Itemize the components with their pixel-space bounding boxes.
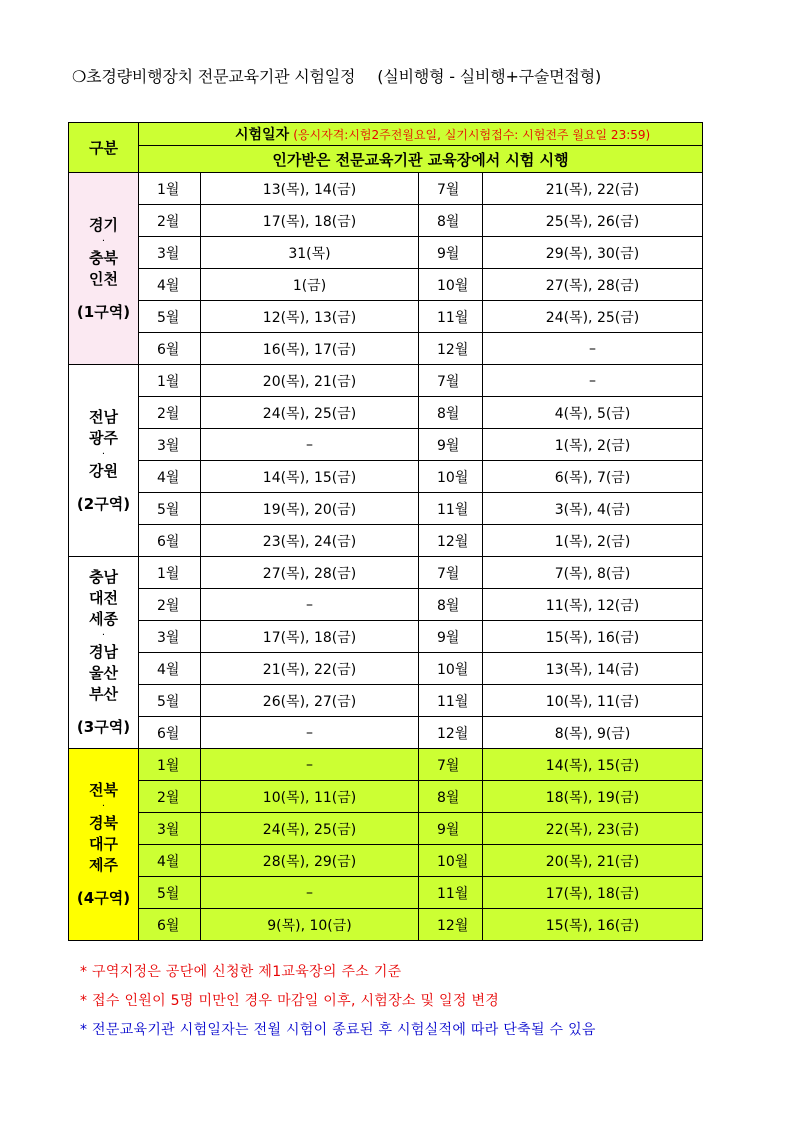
region-line: 충남 [89,568,118,586]
month-cell: 5월 [139,493,201,525]
date-cell: 4(목), 5(금) [483,397,703,429]
region-line: (4구역) [76,889,131,907]
schedule-row [69,429,703,461]
schedule-row [69,173,703,205]
schedule-row [69,653,703,685]
region-line: 대전 [89,589,118,607]
date-cell: 27(목), 28(금) [201,557,419,589]
date-cell: 17(목), 18(금) [201,205,419,237]
date-cell: 8(목), 9(금) [483,717,703,749]
date-cell: 29(목), 30(금) [483,237,703,269]
category-header: 구분 [69,123,139,173]
date-cell: 15(목), 16(금) [483,909,703,941]
date-cell: 15(목), 16(금) [483,621,703,653]
month-cell: 12월 [419,525,483,557]
month-cell: 9월 [419,237,483,269]
schedule-row [69,525,703,557]
month-cell: 3월 [139,237,201,269]
date-cell: 23(목), 24(금) [201,525,419,557]
month-cell: 11월 [419,301,483,333]
date-note: (응시자격:시험2주전월요일, 실기시험접수: 시험전주 월요일 23:59) [293,128,651,142]
month-cell: 4월 [139,461,201,493]
date-cell: 24(목), 25(금) [201,813,419,845]
date-cell: 16(목), 17(금) [201,333,419,365]
region-line: 부산 [89,685,118,703]
region-label-zone-1 [69,173,139,365]
month-cell: 11월 [419,493,483,525]
region-line: · [101,801,106,812]
month-cell: 8월 [419,781,483,813]
date-cell: 22(목), 23(금) [483,813,703,845]
region-line: 울산 [89,664,118,682]
region-line: · [101,630,106,641]
schedule-row [69,461,703,493]
month-cell: 12월 [419,909,483,941]
month-cell: 10월 [419,653,483,685]
date-cell: 6(목), 7(금) [483,461,703,493]
month-cell: 6월 [139,333,201,365]
date-cell: 28(목), 29(금) [201,845,419,877]
date-cell: 24(목), 25(금) [201,397,419,429]
month-cell: 6월 [139,717,201,749]
note-schedule-change: * 접수 인원이 5명 미만인 경우 마감일 이후, 시험장소 및 일정 변경 [80,993,500,1009]
date-label: 시험일자 [235,127,290,143]
date-cell: 13(목), 14(금) [201,173,419,205]
region-line [69,705,138,717]
region-line: 전북 [89,781,118,799]
region-line: 경북 [89,814,118,832]
note-zone-basis: * 구역지정은 공단에 신청한 제1교육장의 주소 기준 [80,964,402,980]
date-cell: 13(목), 14(금) [483,653,703,685]
date-header [139,123,703,146]
month-cell: 11월 [419,877,483,909]
date-cell: 20(목), 21(금) [201,365,419,397]
month-cell: 4월 [139,653,201,685]
date-cell: – [201,877,419,909]
note-date-shortening: * 전문교육기관 시험일자는 전월 시험이 종료된 후 시험실적에 따라 단축될 수 있음 [80,1022,596,1038]
region-line [69,482,138,494]
schedule-row [69,397,703,429]
schedule-row [69,365,703,397]
date-cell: 3(목), 4(금) [483,493,703,525]
schedule-row [69,621,703,653]
date-cell: 7(목), 8(금) [483,557,703,589]
month-cell: 10월 [419,461,483,493]
month-cell: 8월 [419,205,483,237]
region-line: 세종 [89,610,118,628]
month-cell: 10월 [419,269,483,301]
month-cell: 7월 [419,173,483,205]
date-cell: 18(목), 19(금) [483,781,703,813]
month-cell: 6월 [139,525,201,557]
month-cell: 2월 [139,589,201,621]
region-line: 인천 [89,269,118,288]
month-cell: 5월 [139,685,201,717]
month-cell: 8월 [419,589,483,621]
region-line: 충북 [89,248,118,267]
schedule-row [69,589,703,621]
date-cell: – [201,589,419,621]
date-cell: 12(목), 13(금) [201,301,419,333]
date-cell: 14(목), 15(금) [483,749,703,781]
schedule-row [69,749,703,781]
month-cell: 8월 [419,397,483,429]
region-line [69,290,138,302]
month-cell: 9월 [419,621,483,653]
month-cell: 2월 [139,205,201,237]
region-line: 강원 [89,461,118,480]
schedule-row [69,557,703,589]
date-cell: 20(목), 21(금) [483,845,703,877]
date-cell: 19(목), 20(금) [201,493,419,525]
month-cell: 1월 [139,749,201,781]
notes-section [80,958,596,1045]
date-cell: 31(목) [201,237,419,269]
month-cell: 3월 [139,429,201,461]
date-cell: – [201,429,419,461]
schedule-row [69,205,703,237]
date-cell: 10(목), 11(금) [201,781,419,813]
region-line: · [101,448,106,460]
month-cell: 10월 [419,845,483,877]
schedule-row [69,269,703,301]
date-cell: 21(목), 22(금) [201,653,419,685]
schedule-row [69,877,703,909]
month-cell: 7월 [419,749,483,781]
date-cell: 17(목), 18(금) [201,621,419,653]
schedule-row [69,909,703,941]
title-main: ❍초경량비행장치 전문교육기관 시험일정 [72,67,356,86]
month-cell: 1월 [139,557,201,589]
date-cell: 24(목), 25(금) [483,301,703,333]
schedule-row [69,685,703,717]
schedule-table [68,122,703,941]
page-title [72,64,601,87]
date-cell: 25(목), 26(금) [483,205,703,237]
region-label-zone-4 [69,749,139,941]
region-line: (2구역) [76,494,131,513]
schedule-row [69,813,703,845]
month-cell: 7월 [419,557,483,589]
month-cell: 12월 [419,717,483,749]
region-line [69,876,138,888]
region-line: (1구역) [76,302,131,321]
title-sub: (실비행형 - 실비행+구술면접형) [377,67,601,86]
month-cell: 2월 [139,397,201,429]
date-cell: – [201,749,419,781]
schedule-row [69,237,703,269]
month-cell: 1월 [139,365,201,397]
date-cell: 10(목), 11(금) [483,685,703,717]
date-cell: 1(목), 2(금) [483,429,703,461]
schedule-row [69,333,703,365]
date-cell: 9(목), 10(금) [201,909,419,941]
schedule-row [69,845,703,877]
region-label-zone-3 [69,557,139,749]
date-cell: 1(목), 2(금) [483,525,703,557]
month-cell: 4월 [139,269,201,301]
schedule-row [69,493,703,525]
region-line: (3구역) [76,718,131,736]
date-cell: 26(목), 27(금) [201,685,419,717]
region-line: · [101,235,106,247]
month-cell: 3월 [139,621,201,653]
region-line: 제주 [89,856,118,874]
month-cell: 2월 [139,781,201,813]
date-cell: 1(금) [201,269,419,301]
region-line: 경기 [89,215,118,234]
month-cell: 1월 [139,173,201,205]
date-cell: – [483,365,703,397]
date-cell: – [201,717,419,749]
region-line: 대구 [89,835,118,853]
date-cell: 27(목), 28(금) [483,269,703,301]
region-line: 경남 [89,643,118,661]
region-label-zone-2 [69,365,139,557]
month-cell: 9월 [419,813,483,845]
month-cell: 5월 [139,301,201,333]
schedule-row [69,717,703,749]
month-cell: 6월 [139,909,201,941]
date-cell: 17(목), 18(금) [483,877,703,909]
schedule-row [69,781,703,813]
date-cell: 14(목), 15(금) [201,461,419,493]
month-cell: 4월 [139,845,201,877]
region-line: 광주 [89,428,118,447]
schedule-row [69,301,703,333]
date-cell: – [483,333,703,365]
month-cell: 9월 [419,429,483,461]
month-cell: 3월 [139,813,201,845]
month-cell: 5월 [139,877,201,909]
month-cell: 12월 [419,333,483,365]
date-cell: 21(목), 22(금) [483,173,703,205]
month-cell: 7월 [419,365,483,397]
date-cell: 11(목), 12(금) [483,589,703,621]
venue-header: 인가받은 전문교육기관 교육장에서 시험 시행 [139,146,703,173]
region-line: 전남 [89,407,118,426]
month-cell: 11월 [419,685,483,717]
